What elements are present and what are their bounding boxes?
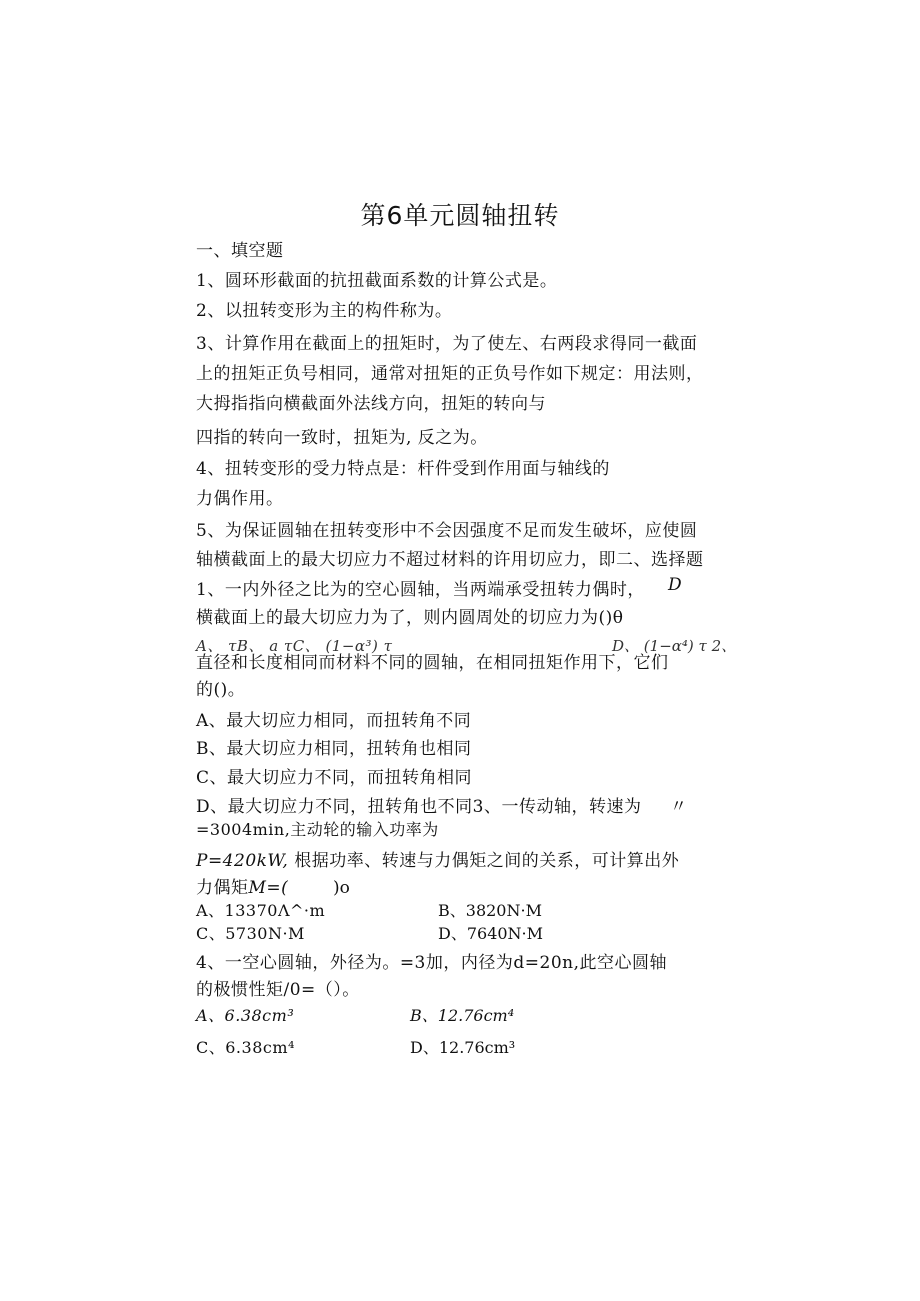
choice-3-line-3 (196, 873, 288, 898)
question-4-line-1: 4、扭转变形的受力特点是：杆件受到作用面与轴线的 (196, 459, 610, 479)
choice-1-options-right: D、 (1−α⁴) τ 2、 (612, 637, 737, 655)
choice-1-line-2: 横截面上的最大切应力为了，则内圆周处的切应力为()θ (196, 608, 624, 628)
choice-2-option-d: D、最大切应力不同，扭转角也不同3、一传动轴，转速为 (196, 797, 642, 817)
choice-4-option-c: C、6.38cm⁴ (196, 1038, 295, 1057)
page-title: 第6单元圆轴扭转 (360, 201, 560, 230)
choice-1-line-1: 1、一内外径之比为的空心圆轴，当两端承受扭转力偶时， (196, 580, 645, 600)
choice-3-option-c: C、5730N·M (196, 924, 305, 943)
question-3-line-2: 上的扭矩正负号相同，通常对扭矩的正负号作如下规定：用法则， (196, 364, 704, 384)
choice-2-line-2: 的()。 (196, 680, 246, 700)
question-3-line-4: 四指的转向一致时，扭矩为, 反之为。 (196, 428, 488, 448)
choice-1-options-left: A、 τB、 a τC、 (1−α³) τ (196, 637, 393, 655)
power-value: P=420kW, (196, 851, 289, 871)
torque-expression: M=( (248, 878, 289, 898)
question-5-line-2: 轴横截面上的最大切应力不超过材料的许用切应力，即二、选择题 (196, 550, 704, 570)
choice-3-line-2 (196, 846, 679, 871)
choice-2-line-1: 直径和长度相同而材料不同的圆轴，在相同扭矩作用下，它们 (196, 653, 669, 673)
choice-4-line-2: 的极惯性矩/0=（）。 (196, 980, 360, 1000)
choice-2-option-c: C、最大切应力不同，而扭转角相同 (196, 768, 473, 788)
question-4-line-2: 力偶作用。 (196, 489, 284, 509)
choice-4-option-a: A、6.38cm³ (196, 1006, 295, 1025)
choice-4-line-1: 4、一空心圆轴，外径为。=3加，内径为d=20n,此空心圆轴 (196, 953, 667, 973)
question-1: 1、圆环形截面的抗扭截面系数的计算公式是。 (196, 271, 558, 291)
choice-2-option-d-mark: 〃 (670, 797, 687, 817)
choice-3-option-a: A、13370Λ^·m (196, 901, 326, 920)
choice-4-option-d: D、12.76cm³ (410, 1038, 516, 1057)
choice-2-option-b: B、最大切应力相同，扭转角也相同 (196, 739, 472, 759)
question-3-line-3: 大拇指指向横截面外法线方向，扭矩的转向与 (196, 394, 546, 414)
question-2: 2、以扭转变形为主的构件称为。 (196, 301, 453, 321)
choice-3-line-3-text: 力偶矩 (196, 878, 249, 898)
choice-4-option-b: B、12.76cm⁴ (410, 1006, 515, 1025)
choice-3-option-b: B、3820N·M (438, 901, 542, 920)
question-5-line-1: 5、为保证圆轴在扭转变形中不会因强度不足而发生破坏，应使圆 (196, 521, 698, 541)
section-heading-fill-in: 一、填空题 (196, 241, 284, 261)
choice-3-line-2-text: 根据功率、转速与力偶矩之间的关系，可计算出外 (288, 851, 680, 871)
choice-3-option-d: D、7640N·M (438, 924, 544, 943)
choice-3-line-1: =3004min,主动轮的输入功率为 (196, 820, 439, 839)
choice-3-line-3-end: )o (333, 878, 350, 898)
choice-2-option-a: A、最大切应力相同，而扭转角不同 (196, 711, 472, 731)
choice-1-mark: D (668, 575, 682, 595)
question-3-line-1: 3、计算作用在截面上的扭矩时，为了使左、右两段求得同一截面 (196, 334, 698, 354)
